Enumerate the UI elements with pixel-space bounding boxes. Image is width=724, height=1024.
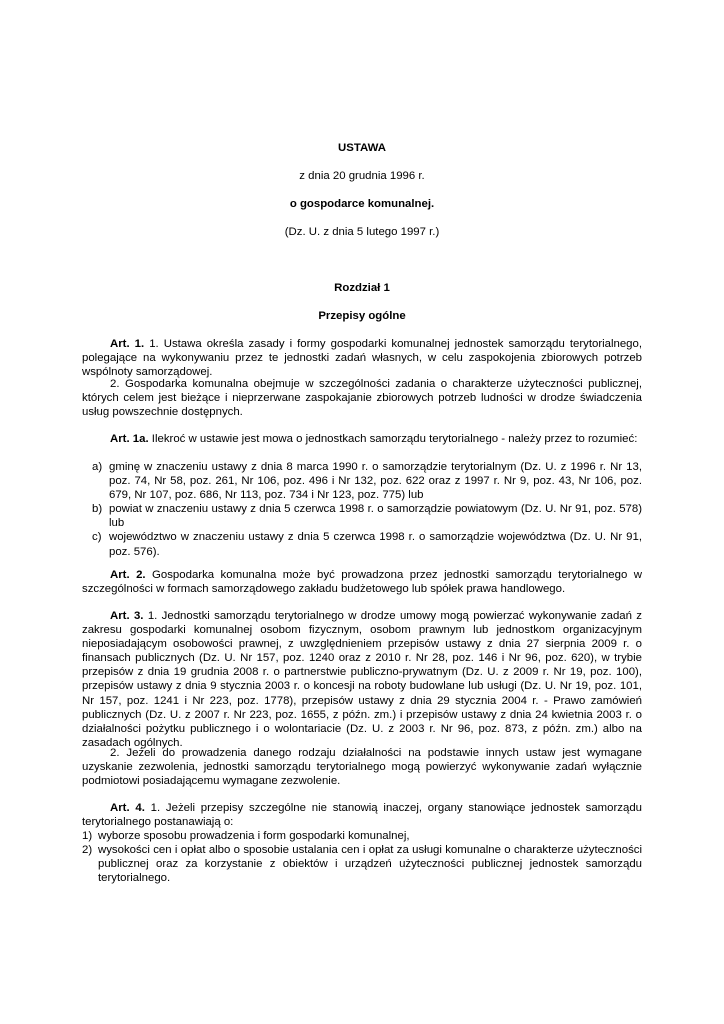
article-1-label: Art. 1. — [110, 338, 145, 350]
act-subject: o gospodarce komunalnej. — [289, 198, 435, 210]
article-1-paragraph-2: 2. Gospodarka komunalna obejmuje w szczególności zadania o charakterze użyteczności publicznej, których celem jest bieżące i nieprzerwane zaspokajanie zbiorowych potrzeb ludności w drodze świadczenia usług powszechnie dostępnych. — [82, 378, 642, 419]
article-1a-list — [82, 460, 642, 559]
act-title: USTAWA — [338, 142, 386, 154]
chapter-number: Rozdział 1 — [334, 282, 390, 294]
article-4-intro: Art. 4. 1. Jeżeli przepisy szczególne nie stanowią inaczej, organy stanowiące jednostek samorządu terytorialnego postanawiają o: — [82, 802, 643, 829]
article-3-label: Art. 3. — [110, 610, 144, 622]
list-item: 2) wysokości cen i opłat albo o sposobie ustalania cen i opłat za usługi komunalne o charakterze użyteczności publicznej oraz za korzystanie z obiektów i urządzeń użyteczności publicznej jednostek samorządu terytorialnego. — [82, 844, 642, 885]
list-item: a) gminę w znaczeniu ustawy z dnia 8 marca 1990 r. o samorządzie terytorialnym (Dz. U. z 1996 r. Nr 13, poz. 74, Nr 58, poz. 261, Nr 106, poz. 496 i Nr 132, poz. 622 oraz z 1997 r. Nr 9, poz. 43, Nr 106, poz. 679, Nr 107, poz. 686, Nr 113, poz. 734 i Nr 123, poz. 775) lub — [92, 461, 642, 502]
act-date: z dnia 20 grudnia 1996 r. — [299, 170, 425, 182]
article-2: Art. 2. Gospodarka komunalna może być prowadzona przez jednostki samorządu terytorialnego w szczególności w formach samorządowego zakładu budżetowego lub spółek prawa handlowego. — [82, 569, 642, 596]
article-3-paragraph-1: Art. 3. 1. Jednostki samorządu terytorialnego w drodze umowy mogą powierzać wykonywanie zadań z zakresu gospodarki komunalnej osobom fizycznym, osobom prawnym lub jednostkom organizacyjnym nieposiadającym osobowości prawnej, z uwzględnieniem przepisów ustawy z dnia 27 sierpnia 2009 r. o finansach publicznych (Dz. U. Nr 157, poz. 1240 oraz z 2010 r. Nr 28, poz. 146 i Nr 96, poz. 620), w trybie przepisów z dnia 19 grudnia 2008 r. o partnerstwie publiczno-prywatnym (Dz. U. z 2009 r. Nr 19, poz. 100), przepisów ustawy z dnia 9 stycznia 2003 r. o koncesji na roboty budowlane lub usługi (Dz. U. Nr 19, poz. 101, Nr 157, poz. 1241 i Nr 223, poz. 1778), przepisów ustawy z dnia 29 stycznia 2004 r. - Prawo zamówień publicznych (Dz. U. z 2007 r. Nr 223, poz. 1655, z późn. zm.) i przepisów ustawy z dnia 24 kwietnia 2003 r. o działalności pożytku publicznego i o wolontariacie (Dz. U. z 2003 r. Nr 96, poz. 873, z późn. zm.) albo na zasadach ogólnych. — [82, 610, 643, 749]
article-1a-label: Art. 1a. — [110, 433, 149, 445]
chapter-name: Przepisy ogólne — [318, 310, 406, 322]
article-1a-intro: Art. 1a. Ilekroć w ustawie jest mowa o jednostkach samorządu terytorialnego - należy przez to rozumieć: — [110, 433, 638, 445]
list-item: 1) wyborze sposobu prowadzenia i form gospodarki komunalnej, — [82, 830, 410, 842]
list-item: c) województwo w znaczeniu ustawy z dnia 5 czerwca 1998 r. o samorządzie województwa (Dz. U. Nr 91, poz. 576). — [92, 531, 642, 558]
article-2-label: Art. 2. — [110, 569, 146, 581]
article-1-paragraph-1: Art. 1. 1. Ustawa określa zasady i formy gospodarki komunalnej jednostek samorządu terytorialnego, polegające na wykonywaniu przez te jednostki zadań własnych, w celu zaspokojenia zbiorowych potrzeb wspólnoty samorządowej. — [82, 338, 643, 379]
act-source: (Dz. U. z dnia 5 lutego 1997 r.) — [284, 226, 440, 238]
article-4-list — [82, 829, 642, 885]
list-item: b) powiat w znaczeniu ustawy z dnia 5 czerwca 1998 r. o samorządzie powiatowym (Dz. U. Nr 91, poz. 578) lub — [92, 503, 642, 530]
article-3-paragraph-2: 2. Jeżeli do prowadzenia danego rodzaju działalności na podstawie innych ustaw jest wymagane uzyskanie zezwolenia, jednostki samorządu terytorialnego mogą powierzyć wykonywanie zadań wyłącznie podmiotowi posiadającemu wymagane zezwolenie. — [82, 747, 642, 788]
article-4-label: Art. 4. — [110, 802, 145, 814]
